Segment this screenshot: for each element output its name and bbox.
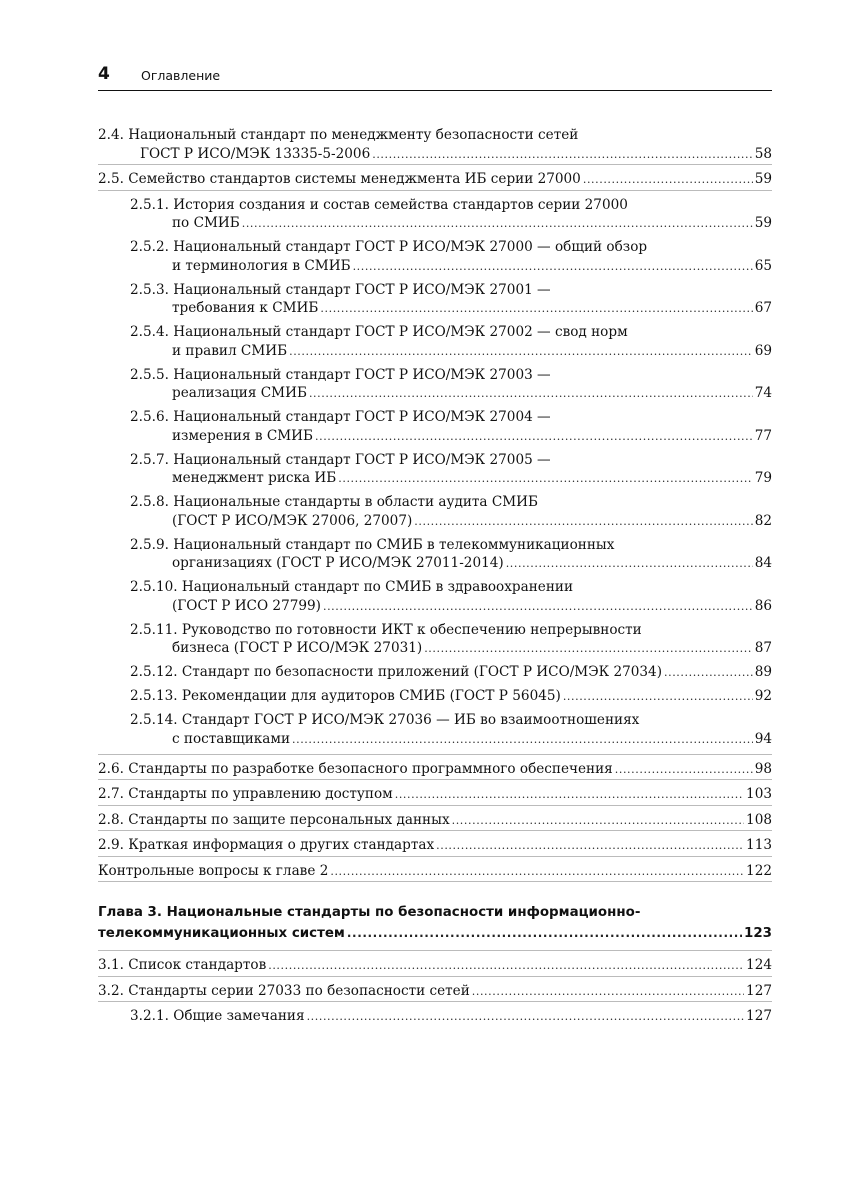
toc-entry	[98, 536, 772, 574]
toc-entry-title-cont: измерения в СМИБ	[172, 427, 313, 444]
toc-entry-title-cont: требования к СМИБ	[172, 300, 319, 316]
toc-entry-title-cont: и терминология в СМИБ	[172, 257, 351, 274]
toc-page-number: 65	[754, 257, 772, 274]
toc-entry-title: 2.5.7. Национальный стандарт ГОСТ Р ИСО/МЭК 27005 —	[130, 451, 551, 468]
divider	[98, 164, 772, 165]
toc-entry-title: 3.1. Список стандартов	[98, 957, 267, 973]
dot-leader	[506, 554, 753, 574]
toc-entry-title: 2.5.14. Стандарт ГОСТ Р ИСО/МЭК 27036 — ИБ во взаимоотношениях	[130, 712, 640, 728]
toc-entry-line	[130, 342, 772, 362]
toc-entry-title: 2.5.11. Руководство по готовности ИКТ к обеспечению непрерывности	[130, 621, 642, 638]
toc-page-number: 108	[746, 811, 772, 828]
toc-page-number: 59	[754, 171, 772, 187]
dot-leader	[307, 1007, 744, 1027]
toc-entry-title: 2.5.2. Национальный стандарт ГОСТ Р ИСО/МЭК 27000 — общий обзор	[130, 239, 648, 255]
toc-page-number: 74	[754, 385, 772, 401]
divider	[98, 754, 772, 755]
toc-entry-title: 2.5.5. Национальный стандарт ГОСТ Р ИСО/МЭК 27003 —	[130, 366, 551, 383]
divider	[98, 805, 772, 806]
divider	[98, 1001, 772, 1002]
chapter-heading	[98, 902, 772, 944]
toc-page-number: 82	[754, 512, 772, 529]
toc-page-number: 94	[754, 730, 772, 747]
toc-entry	[98, 170, 772, 190]
toc-entry-title: 2.5. Семейство стандартов системы менеджмента ИБ серии 27000	[98, 171, 581, 187]
dot-leader	[268, 956, 744, 976]
chapter-title-line	[98, 923, 772, 944]
toc-entry	[98, 126, 772, 164]
divider	[98, 856, 772, 857]
toc-entry-title-cont: бизнеса (ГОСТ Р ИСО/МЭК 27031)	[172, 640, 423, 656]
dot-leader	[338, 469, 752, 489]
toc-page-number: 84	[754, 555, 772, 571]
toc-entry	[98, 451, 772, 489]
chapter-title: Глава 3. Национальные стандарты по безопасности информационно-	[98, 905, 641, 920]
toc-page-number: 67	[754, 300, 772, 316]
dot-leader	[395, 785, 744, 805]
toc-entry-title: 2.6. Стандарты по разработке безопасного программного обеспечения	[98, 760, 613, 777]
toc-entry-line	[98, 170, 772, 190]
toc-entry-title: 2.5.12. Стандарт по безопасности приложений (ГОСТ Р ИСО/МЭК 27034)	[130, 664, 663, 680]
toc-entry-line	[130, 597, 772, 617]
toc-entry-line	[130, 299, 772, 319]
toc-entry-title: 2.7. Стандарты по управлению доступом	[98, 786, 393, 802]
toc-entry-title: 2.5.1. История создания и состав семейства стандартов серии 27000	[130, 196, 628, 213]
toc-entry-line	[130, 687, 772, 707]
toc-entry	[98, 408, 772, 446]
toc-entry	[98, 687, 772, 707]
toc-entry-title-cont: и правил СМИБ	[172, 342, 288, 359]
toc-page-number: 127	[746, 982, 772, 999]
chapter-title-cont: телекоммуникационных систем	[98, 926, 345, 941]
toc-entry-title-cont: с поставщиками	[172, 730, 291, 747]
dot-leader	[424, 639, 752, 659]
toc-entry-title-cont: менеджмент риска ИБ	[172, 470, 337, 486]
toc-entry-title: 2.5.6. Национальный стандарт ГОСТ Р ИСО/МЭК 27004 —	[130, 409, 551, 425]
dot-leader	[242, 214, 753, 234]
toc-page-number: 79	[754, 470, 772, 486]
toc-entry-line	[130, 730, 772, 750]
toc-entry-title-cont: (ГОСТ Р ИСО/МЭК 27006, 27007)	[172, 512, 413, 529]
toc-entry-title: 2.9. Краткая информация о других стандартах	[98, 837, 435, 853]
toc-entry-line	[130, 663, 772, 683]
toc-entry-title-cont: организациях (ГОСТ Р ИСО/МЭК 27011-2014)	[172, 555, 504, 571]
toc-entry	[98, 982, 772, 1002]
dot-leader	[414, 512, 752, 532]
toc-entry-title: 2.5.13. Рекомендации для аудиторов СМИБ (ГОСТ Р 56045)	[130, 688, 561, 704]
toc-entry-line	[130, 214, 772, 234]
dot-leader	[353, 257, 753, 277]
toc-entry-line	[130, 1007, 772, 1027]
dot-leader	[664, 663, 753, 683]
toc-page-number: 89	[754, 664, 772, 680]
dot-leader	[563, 687, 753, 707]
toc-entry-title: 3.2. Стандарты серии 27033 по безопасности сетей	[98, 982, 470, 999]
toc-entry-title: 2.5.8. Национальные стандарты в области аудита СМИБ	[130, 494, 538, 510]
toc-entry-title: 3.2.1. Общие замечания	[130, 1008, 305, 1024]
toc-entry	[98, 711, 772, 749]
toc-entry-title-cont: (ГОСТ Р ИСО 27799)	[172, 597, 321, 614]
toc-page-number: 58	[754, 145, 772, 162]
toc-entry-line	[98, 956, 772, 976]
page-number: 4	[98, 64, 110, 84]
table-of-contents	[98, 126, 772, 1031]
toc-entry-line	[98, 836, 772, 856]
toc-page-number: 92	[754, 688, 772, 704]
dot-leader	[320, 299, 752, 319]
dot-leader	[330, 862, 744, 882]
toc-page-number: 103	[746, 786, 772, 802]
toc-entry-title-cont: реализация СМИБ	[172, 385, 307, 401]
toc-page-number: 77	[754, 427, 772, 444]
toc-entry-title: 2.8. Стандарты по защите персональных данных	[98, 811, 450, 828]
divider	[98, 950, 772, 951]
dot-leader	[309, 384, 753, 404]
toc-page-number: 86	[754, 597, 772, 614]
toc-entry-title: 2.5.3. Национальный стандарт ГОСТ Р ИСО/МЭК 27001 —	[130, 281, 551, 298]
dot-leader	[583, 170, 753, 190]
divider	[98, 830, 772, 831]
toc-page-number: 69	[754, 342, 772, 359]
toc-entry-line	[98, 811, 772, 831]
toc-page-number: 122	[746, 862, 772, 879]
toc-entry	[98, 493, 772, 531]
dot-leader	[452, 811, 744, 831]
toc-entry-title-cont: ГОСТ Р ИСО/МЭК 13335-5-2006	[140, 145, 371, 162]
toc-page-number: 124	[746, 957, 772, 973]
toc-entry-line	[98, 785, 772, 805]
running-title: Оглавление	[141, 68, 221, 83]
toc-entry-line	[98, 982, 772, 1002]
toc-entry-line	[98, 145, 772, 165]
dot-leader	[472, 982, 744, 1002]
toc-page-number: 59	[754, 215, 772, 231]
toc-page-number: 113	[746, 837, 772, 853]
toc-entry	[98, 760, 772, 780]
toc-entry	[98, 1007, 772, 1027]
toc-entry-line	[98, 760, 772, 780]
dot-leader	[615, 760, 753, 780]
toc-entry-title: 2.5.10. Национальный стандарт по СМИБ в здравоохранении	[130, 579, 573, 595]
divider	[98, 976, 772, 977]
dot-leader	[372, 145, 752, 165]
dot-leader	[315, 427, 753, 447]
toc-entry-line	[130, 427, 772, 447]
toc-page-number: 87	[754, 640, 772, 656]
divider	[98, 881, 772, 882]
toc-entry-line	[130, 512, 772, 532]
toc-entry	[98, 811, 772, 831]
toc-entry	[98, 663, 772, 683]
dot-leader	[323, 597, 753, 617]
dot-leader	[289, 342, 753, 362]
divider	[98, 779, 772, 780]
toc-entry-line	[130, 257, 772, 277]
toc-entry-line	[130, 384, 772, 404]
toc-entry	[98, 238, 772, 276]
toc-entry-line	[98, 862, 772, 882]
toc-entry	[98, 956, 772, 976]
toc-entry-line	[130, 469, 772, 489]
dot-leader	[292, 730, 753, 750]
toc-entry	[98, 281, 772, 319]
toc-entry-title: Контрольные вопросы к главе 2	[98, 862, 329, 879]
toc-entry	[98, 578, 772, 616]
page-header	[98, 62, 772, 91]
divider	[98, 190, 772, 191]
toc-entry	[98, 621, 772, 659]
toc-entry-line	[130, 554, 772, 574]
dot-leader	[436, 836, 744, 856]
toc-page-number: 127	[746, 1008, 772, 1024]
toc-entry-line	[130, 639, 772, 659]
toc-page-number: 98	[754, 760, 772, 777]
toc-entry	[98, 366, 772, 404]
dot-leader	[347, 923, 742, 944]
toc-entry-title-cont: по СМИБ	[172, 215, 240, 231]
toc-entry-title: 2.5.9. Национальный стандарт по СМИБ в телекоммуникационных	[130, 536, 615, 553]
toc-entry	[98, 785, 772, 805]
toc-entry-title: 2.4. Национальный стандарт по менеджменту безопасности сетей	[98, 127, 579, 143]
toc-entry	[98, 196, 772, 234]
toc-entry	[98, 836, 772, 856]
toc-entry	[98, 323, 772, 361]
toc-entry	[98, 862, 772, 882]
toc-page-number: 123	[744, 926, 772, 941]
toc-entry-title: 2.5.4. Национальный стандарт ГОСТ Р ИСО/МЭК 27002 — свод норм	[130, 324, 628, 340]
